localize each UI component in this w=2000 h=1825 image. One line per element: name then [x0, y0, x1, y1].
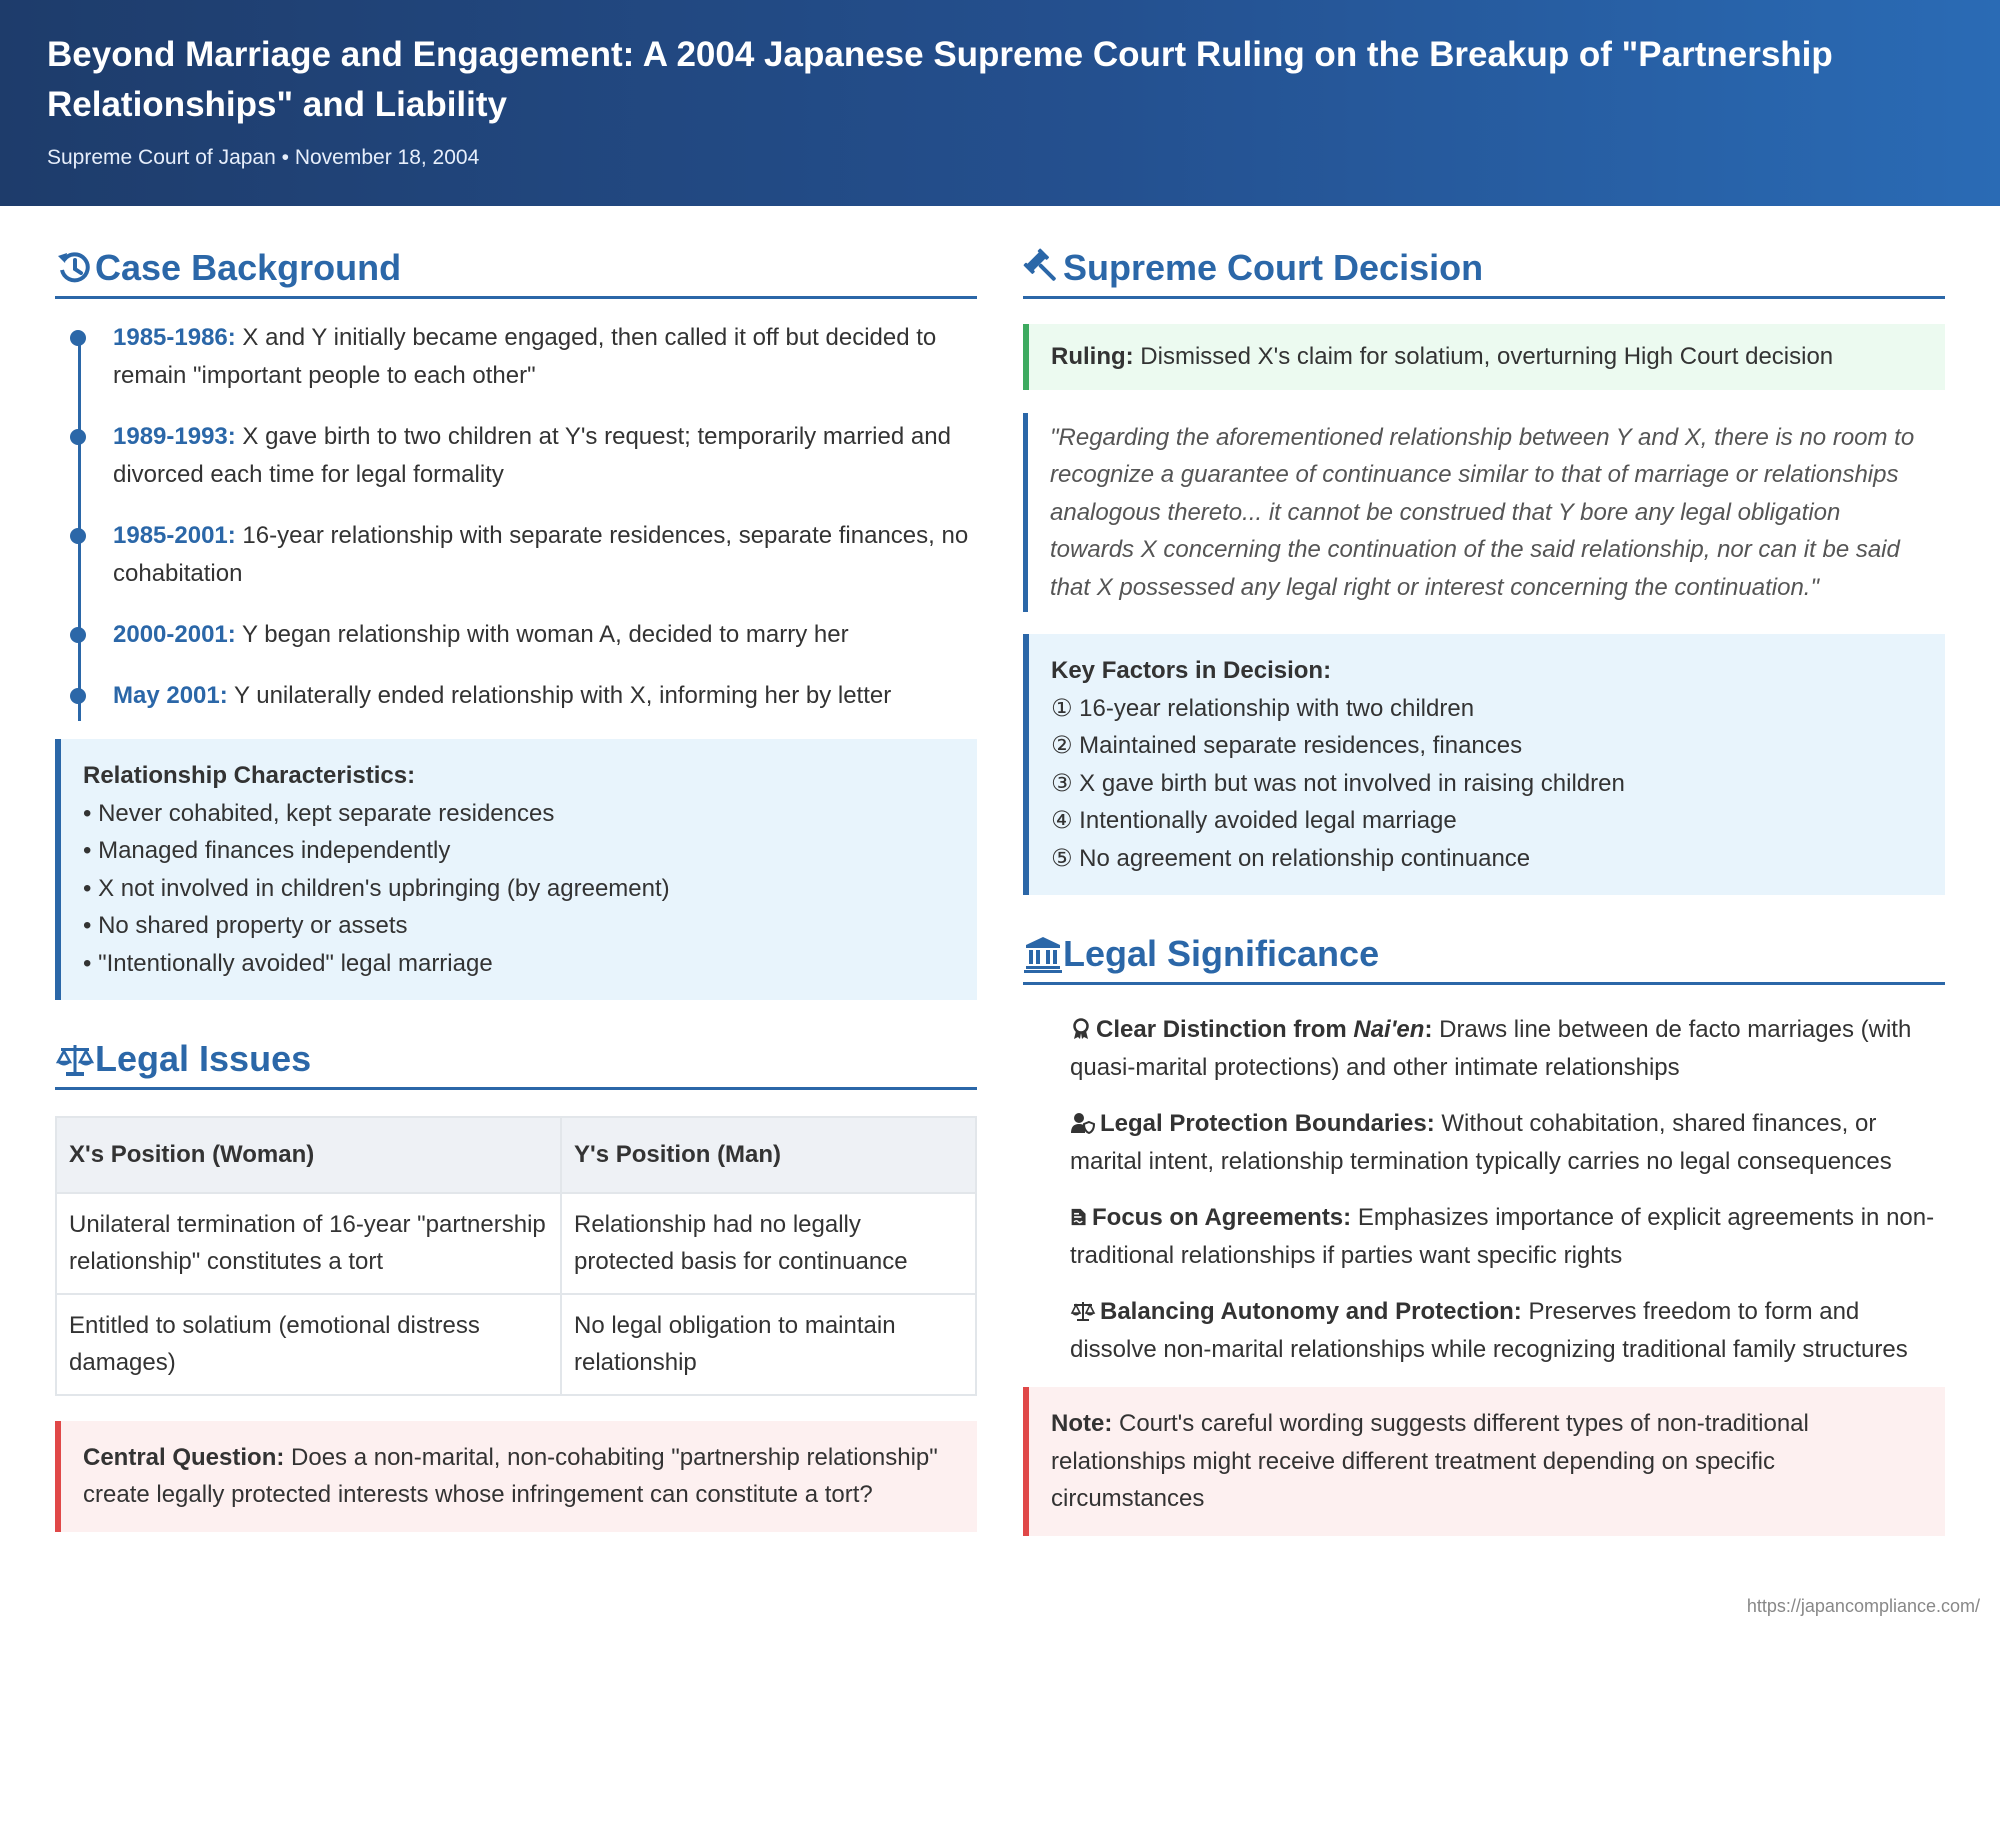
list-item: • X not involved in children's upbringing (by agreement) [83, 874, 670, 902]
significance-item: Balancing Autonomy and Protection: Preserves freedom to form and dissolve non-marital relationships while recognizing traditional family structures [1070, 1298, 1908, 1363]
history-icon [55, 248, 95, 288]
timeline-dot [70, 528, 86, 544]
list-item: ② Maintained separate residences, finances [1051, 732, 1523, 759]
balance-icon [1070, 1300, 1096, 1322]
list-item: • Never cohabited, kept separate residences [83, 799, 555, 827]
table-cell: Relationship had no legally protected basis for continuance [561, 1193, 976, 1294]
list-item: • "Intentionally avoided" legal marriage [83, 949, 493, 977]
section-title-significance: Legal Significance [1023, 925, 1945, 985]
central-question-box: Central Question: Does a non-marital, non-cohabiting "partnership relationship" create legally protected interests whose infringement can constitute a tort? [55, 1421, 977, 1532]
table-header-row [56, 1117, 976, 1193]
page-header [0, 0, 2000, 206]
timeline-item: May 2001: Y unilaterally ended relationship with X, informing her by letter [113, 677, 977, 715]
significance-list [1023, 1011, 1945, 1368]
list-item: ① 16-year relationship with two children [1051, 694, 1475, 722]
significance-item: Legal Protection Boundaries: Without cohabitation, shared finances, or marital intent, relationship termination typically carries no legal consequences [1070, 1110, 1892, 1175]
table-cell: No legal obligation to maintain relationship [561, 1294, 976, 1395]
timeline [55, 319, 977, 715]
section-title-background: Case Background [55, 239, 977, 299]
user-shield-icon [1070, 1112, 1096, 1134]
timeline-item: 1985-2001: 16-year relationship with separate residences, separate finances, no cohabitation [113, 517, 977, 593]
timeline-dot [70, 429, 86, 445]
list-item: • Managed finances independently [83, 837, 451, 864]
significance-item: Clear Distinction from Nai'en: Draws line between de facto marriages (with quasi-marital protections) and other intimate relationships [1070, 1016, 1912, 1081]
table-header: X's Position (Woman) [56, 1117, 561, 1193]
table-cell: Entitled to solatium (emotional distress damages) [56, 1294, 561, 1395]
left-column [55, 206, 977, 1532]
page-title: Beyond Marriage and Engagement: A 2004 Japanese Supreme Court Ruling on the Breakup of "Partnership Relationships" and Liability [47, 35, 1833, 124]
timeline-item: 1985-1986: X and Y initially became engaged, then called it off but decided to remain "important people to each other" [113, 319, 977, 395]
timeline-dot [70, 688, 86, 704]
key-factors-box: Key Factors in Decision: ① 16-year relationship with two children ② Maintained separate residences, finances ③ X gave birth but was not involved in raising children ④ Intentionally avoided legal marriage ⑤ No agreement on relationship continuance [1023, 634, 1945, 895]
scale-icon [55, 1039, 95, 1079]
positions-table [55, 1116, 977, 1396]
ruling-box: Ruling: Dismissed X's claim for solatium, overturning High Court decision [1023, 324, 1945, 390]
section-title-decision: Supreme Court Decision [1023, 239, 1945, 299]
right-column [1023, 206, 1945, 1536]
table-row [56, 1193, 976, 1294]
footer-url[interactable]: https://japancompliance.com/ [1746, 1596, 1980, 1616]
list-item: ③ X gave birth but was not involved in raising children [1051, 769, 1625, 797]
timeline-dot [70, 330, 86, 346]
gavel-icon [1023, 248, 1063, 288]
timeline-item: 1989-1993: X gave birth to two children at Y's request; temporarily married and divorced each time for legal formality [113, 418, 977, 494]
page-subtitle: Supreme Court of Japan • November 18, 2004 [47, 146, 480, 169]
court-quote: "Regarding the aforementioned relationship between Y and X, there is no room to recognize a guarantee of continuance similar to that of marriage or relationships analogous thereto... it cannot be construed that Y bore any legal obligation towards X concerning the continuation of the said relationship, nor can it be said that X possessed any legal right or interest concerning the continuation." [1023, 413, 1945, 613]
list-item: ⑤ No agreement on relationship continuance [1051, 844, 1531, 872]
list-item: ④ Intentionally avoided legal marriage [1051, 807, 1457, 834]
table-header: Y's Position (Man) [561, 1117, 976, 1193]
table-cell: Unilateral termination of 16-year "partnership relationship" constitutes a tort [56, 1193, 561, 1294]
file-contract-icon [1070, 1206, 1088, 1228]
section-title-issues: Legal Issues [55, 1030, 977, 1090]
characteristics-box: Relationship Characteristics: • Never cohabited, kept separate residences • Managed finances independently • X not involved in children's upbringing (by agreement) • No shared property or assets • "Intentionally avoided" legal marriage [55, 739, 977, 1000]
timeline-item: 2000-2001: Y began relationship with woman A, decided to marry her [113, 616, 977, 654]
list-item: • No shared property or assets [83, 912, 408, 939]
significance-item: Focus on Agreements: Emphasizes importance of explicit agreements in non-traditional relationships if parties want specific rights [1070, 1204, 1935, 1269]
landmark-icon [1023, 934, 1063, 974]
note-box: Note: Court's careful wording suggests different types of non-traditional relationships might receive different treatment depending on specific circumstances [1023, 1387, 1945, 1536]
table-row [56, 1294, 976, 1395]
award-icon [1070, 1018, 1092, 1040]
timeline-dot [70, 627, 86, 643]
